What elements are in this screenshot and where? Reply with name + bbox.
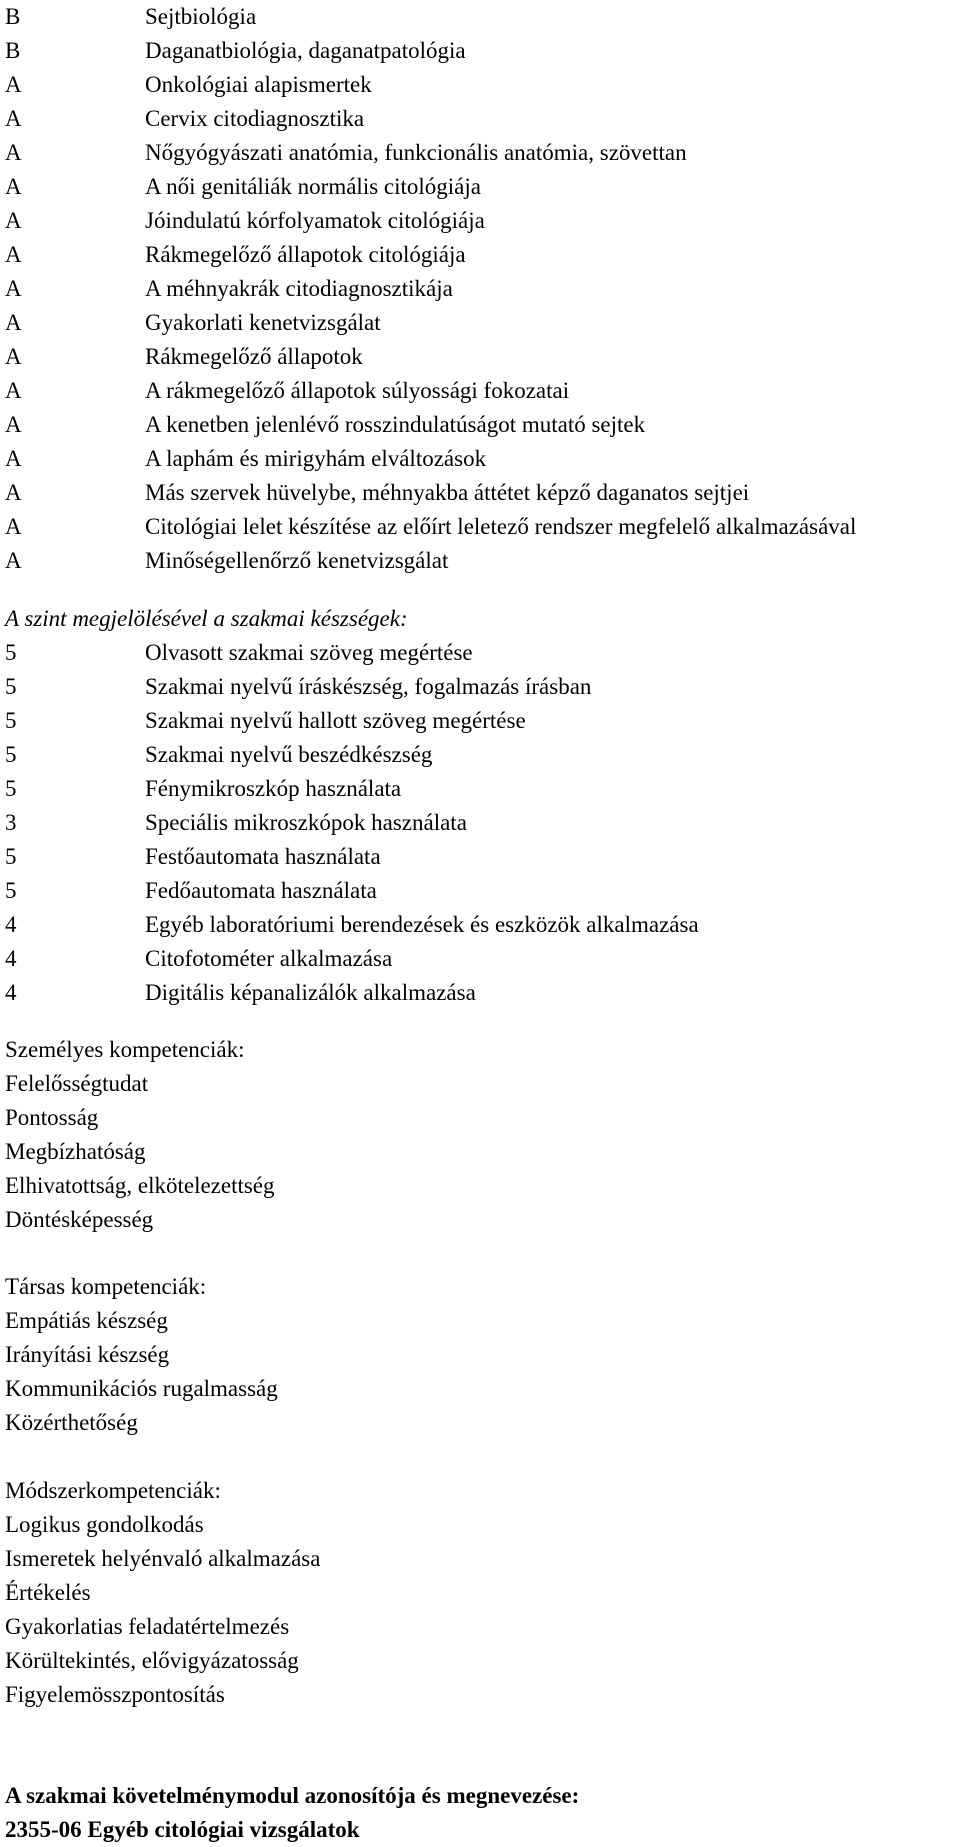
social-heading: Társas kompetenciák: — [5, 1274, 207, 1299]
skill-label: Fénymikroszkóp használata — [145, 776, 402, 801]
skill-row — [0, 704, 960, 738]
topic-level: A — [5, 106, 22, 131]
topic-label: Daganatbiológia, daganatpatológia — [145, 38, 466, 63]
topic-row — [0, 238, 960, 272]
skill-level: 4 — [5, 946, 17, 971]
topic-row — [0, 340, 960, 374]
skill-level: 5 — [5, 776, 17, 801]
module-heading: A szakmai követelménymodul azonosítója és megnevezése: — [5, 1783, 580, 1808]
topic-level: A — [5, 378, 22, 403]
social-item: Kommunikációs rugalmasság — [5, 1376, 278, 1401]
topic-row — [0, 476, 960, 510]
personal-item: Felelősségtudat — [5, 1071, 149, 1096]
topic-level: A — [5, 140, 22, 165]
list-item — [0, 1610, 960, 1644]
topic-level: A — [5, 548, 22, 573]
list-item — [0, 1644, 960, 1678]
topic-level: A — [5, 174, 22, 199]
list-item — [0, 1067, 960, 1101]
skill-row — [0, 806, 960, 840]
list-item — [0, 1542, 960, 1576]
skill-level: 3 — [5, 810, 17, 835]
personal-competencies — [0, 1033, 960, 1237]
skill-list — [0, 636, 960, 1010]
method-item: Értékelés — [5, 1580, 91, 1605]
personal-item: Döntésképesség — [5, 1207, 154, 1232]
method-item: Figyelemösszpontosítás — [5, 1682, 225, 1707]
skill-level: 5 — [5, 640, 17, 665]
list-item — [0, 1135, 960, 1169]
social-competencies — [0, 1270, 960, 1440]
topic-row — [0, 272, 960, 306]
topic-label: Gyakorlati kenetvizsgálat — [145, 310, 381, 335]
skill-row — [0, 670, 960, 704]
social-item: Empátiás készség — [5, 1308, 168, 1333]
method-item: Logikus gondolkodás — [5, 1512, 204, 1537]
skill-row — [0, 908, 960, 942]
list-item — [0, 1678, 960, 1712]
topic-level: A — [5, 412, 22, 437]
list-item — [0, 1304, 960, 1338]
topic-level: A — [5, 344, 22, 369]
skill-label: Szakmai nyelvű íráskészség, fogalmazás írásban — [145, 674, 592, 699]
topic-level: A — [5, 72, 22, 97]
topic-level: B — [5, 38, 21, 63]
skill-label: Szakmai nyelvű hallott szöveg megértése — [145, 708, 526, 733]
topic-row — [0, 374, 960, 408]
skills-heading-row — [0, 602, 960, 636]
list-item — [0, 1372, 960, 1406]
topic-level: A — [5, 446, 22, 471]
topic-row — [0, 68, 960, 102]
topic-label: Sejtbiológia — [145, 4, 257, 29]
skill-row — [0, 942, 960, 976]
skill-row — [0, 636, 960, 670]
social-item: Irányítási készség — [5, 1342, 170, 1367]
method-item: Ismeretek helyénvaló alkalmazása — [5, 1546, 321, 1571]
skill-level: 4 — [5, 980, 17, 1005]
skill-level: 4 — [5, 912, 17, 937]
list-item — [0, 1203, 960, 1237]
topic-row — [0, 0, 960, 34]
module-id-row — [0, 1813, 960, 1847]
topic-level: B — [5, 4, 21, 29]
list-item — [0, 1338, 960, 1372]
topic-level: A — [5, 310, 22, 335]
skill-label: Speciális mikroszkópok használata — [145, 810, 467, 835]
skill-row — [0, 840, 960, 874]
skill-label: Citofotométer alkalmazása — [145, 946, 393, 971]
topic-level: A — [5, 242, 22, 267]
topic-label: Minőségellenőrző kenetvizsgálat — [145, 548, 449, 573]
topic-row — [0, 442, 960, 476]
method-heading-row — [0, 1474, 960, 1508]
skills-heading-block — [0, 602, 960, 636]
topic-label: A rákmegelőző állapotok súlyossági fokozatai — [145, 378, 570, 403]
skill-row — [0, 874, 960, 908]
personal-heading-row — [0, 1033, 960, 1067]
topic-row — [0, 34, 960, 68]
method-competencies — [0, 1474, 960, 1712]
topic-row — [0, 170, 960, 204]
social-item: Közérthetőség — [5, 1410, 138, 1435]
skill-row — [0, 772, 960, 806]
skill-label: Olvasott szakmai szöveg megértése — [145, 640, 473, 665]
topic-label: Más szervek hüvelybe, méhnyakba áttétet képző daganatos sejtjei — [145, 480, 750, 505]
topic-row — [0, 204, 960, 238]
topic-list — [0, 0, 960, 578]
personal-item: Megbízhatóság — [5, 1139, 146, 1164]
topic-level: A — [5, 208, 22, 233]
topic-row — [0, 136, 960, 170]
skill-level: 5 — [5, 674, 17, 699]
module-block — [0, 1779, 960, 1847]
topic-level: A — [5, 514, 22, 539]
skill-level: 5 — [5, 844, 17, 869]
topic-row — [0, 510, 960, 544]
list-item — [0, 1101, 960, 1135]
skill-level: 5 — [5, 878, 17, 903]
topic-label: Onkológiai alapismertek — [145, 72, 372, 97]
list-item — [0, 1576, 960, 1610]
method-item: Körültekintés, elővigyázatosság — [5, 1648, 299, 1673]
method-heading: Módszerkompetenciák: — [5, 1478, 221, 1503]
social-heading-row — [0, 1270, 960, 1304]
topic-level: A — [5, 480, 22, 505]
skill-level: 5 — [5, 742, 17, 767]
method-item: Gyakorlatias feladatértelmezés — [5, 1614, 290, 1639]
topic-label: Nőgyógyászati anatómia, funkcionális anatómia, szövettan — [145, 140, 687, 165]
topic-level: A — [5, 276, 22, 301]
skill-label: Festőautomata használata — [145, 844, 381, 869]
list-item — [0, 1406, 960, 1440]
topic-row — [0, 544, 960, 578]
list-item — [0, 1169, 960, 1203]
module-heading-row — [0, 1779, 960, 1813]
skill-row — [0, 738, 960, 772]
topic-row — [0, 102, 960, 136]
skill-label: Egyéb laboratóriumi berendezések és eszközök alkalmazása — [145, 912, 699, 937]
topic-label: A méhnyakrák citodiagnosztikája — [145, 276, 453, 301]
list-item — [0, 1508, 960, 1542]
topic-label: A női genitáliák normális citológiája — [145, 174, 481, 199]
topic-label: Rákmegelőző állapotok citológiája — [145, 242, 466, 267]
skill-row — [0, 976, 960, 1010]
personal-item: Pontosság — [5, 1105, 99, 1130]
topic-label: Rákmegelőző állapotok — [145, 344, 363, 369]
personal-heading: Személyes kompetenciák: — [5, 1037, 245, 1062]
topic-row — [0, 408, 960, 442]
skill-level: 5 — [5, 708, 17, 733]
topic-label: A kenetben jelenlévő rosszindulatúságot mutató sejtek — [145, 412, 646, 437]
topic-label: Citológiai lelet készítése az előírt leletező rendszer megfelelő alkalmazásával — [145, 514, 857, 539]
skill-label: Fedőautomata használata — [145, 878, 377, 903]
skills-heading: A szint megjelölésével a szakmai készségek: — [5, 606, 408, 631]
skill-label: Szakmai nyelvű beszédkészség — [145, 742, 433, 767]
module-id-name: 2355-06 Egyéb citológiai vizsgálatok — [5, 1817, 360, 1842]
skill-label: Digitális képanalizálók alkalmazása — [145, 980, 476, 1005]
topic-row — [0, 306, 960, 340]
topic-label: Jóindulatú kórfolyamatok citológiája — [145, 208, 485, 233]
topic-label: Cervix citodiagnosztika — [145, 106, 365, 131]
topic-label: A laphám és mirigyhám elváltozások — [145, 446, 487, 471]
personal-item: Elhivatottság, elkötelezettség — [5, 1173, 275, 1198]
